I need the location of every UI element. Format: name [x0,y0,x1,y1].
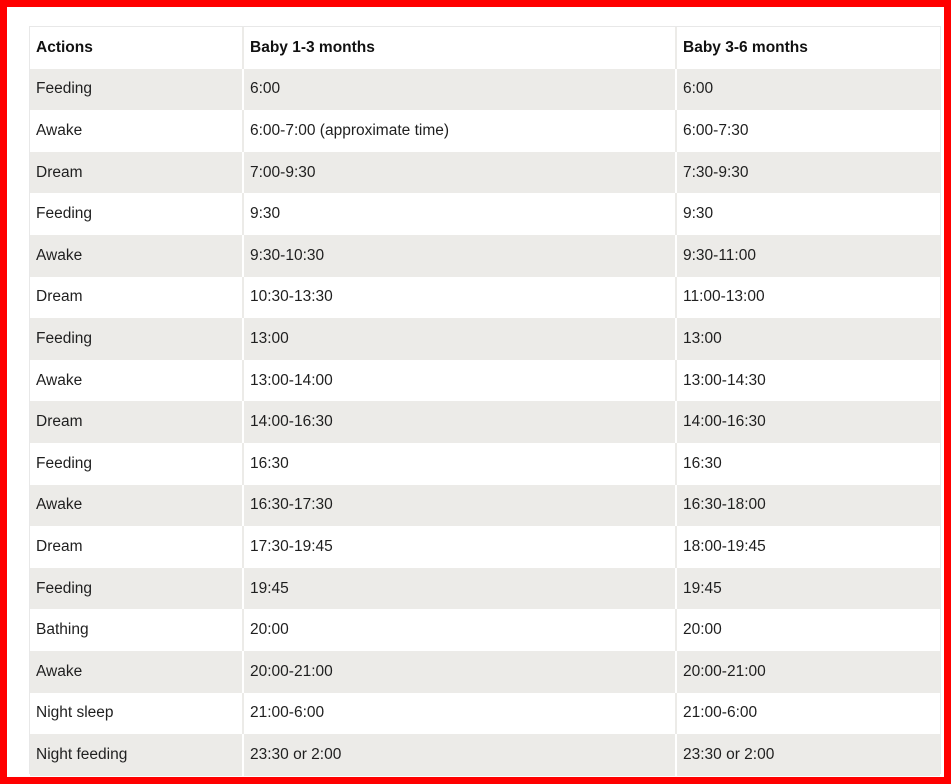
baby-3-6-months-cell: 13:00-14:30 [676,360,940,402]
baby-1-3-months-cell: 21:00-6:00 [243,693,676,735]
table-row [30,110,940,152]
table-row [30,609,940,651]
action-cell: Feeding [30,443,243,485]
baby-3-6-months-cell: 16:30-18:00 [676,485,940,527]
baby-1-3-months-cell: 20:00 [243,609,676,651]
baby-3-6-months-cell: 16:30 [676,443,940,485]
baby-1-3-months-cell: 16:30-17:30 [243,485,676,527]
action-cell: Night feeding [30,734,243,776]
action-cell: Dream [30,526,243,568]
baby-3-6-months-cell: 23:30 or 2:00 [676,734,940,776]
header-baby-1-3-months: Baby 1-3 months [243,27,676,69]
baby-schedule-table [30,27,940,776]
action-cell: Feeding [30,318,243,360]
table-row [30,693,940,735]
action-cell: Bathing [30,609,243,651]
schedule-table-container [29,26,941,774]
action-cell: Awake [30,360,243,402]
baby-3-6-months-cell: 11:00-13:00 [676,277,940,319]
baby-3-6-months-cell: 14:00-16:30 [676,401,940,443]
header-row [30,27,940,69]
baby-1-3-months-cell: 19:45 [243,568,676,610]
baby-3-6-months-cell: 9:30-11:00 [676,235,940,277]
baby-3-6-months-cell: 20:00 [676,609,940,651]
table-row [30,235,940,277]
baby-1-3-months-cell: 17:30-19:45 [243,526,676,568]
action-cell: Feeding [30,69,243,111]
baby-1-3-months-cell: 9:30 [243,193,676,235]
table-body [30,69,940,776]
table-row [30,401,940,443]
table-row [30,568,940,610]
baby-1-3-months-cell: 14:00-16:30 [243,401,676,443]
baby-1-3-months-cell: 9:30-10:30 [243,235,676,277]
action-cell: Awake [30,485,243,527]
action-cell: Awake [30,110,243,152]
header-baby-3-6-months: Baby 3-6 months [676,27,940,69]
table-row [30,360,940,402]
action-cell: Awake [30,651,243,693]
action-cell: Awake [30,235,243,277]
table-row [30,193,940,235]
action-cell: Feeding [30,568,243,610]
baby-3-6-months-cell: 21:00-6:00 [676,693,940,735]
baby-1-3-months-cell: 13:00-14:00 [243,360,676,402]
table-row [30,277,940,319]
baby-1-3-months-cell: 10:30-13:30 [243,277,676,319]
action-cell: Dream [30,401,243,443]
baby-1-3-months-cell: 7:00-9:30 [243,152,676,194]
baby-3-6-months-cell: 19:45 [676,568,940,610]
baby-1-3-months-cell: 16:30 [243,443,676,485]
action-cell: Feeding [30,193,243,235]
table-row [30,443,940,485]
baby-1-3-months-cell: 6:00 [243,69,676,111]
action-cell: Dream [30,277,243,319]
table-row [30,526,940,568]
table-row [30,734,940,776]
baby-3-6-months-cell: 6:00 [676,69,940,111]
table-row [30,152,940,194]
table-row [30,69,940,111]
action-cell: Night sleep [30,693,243,735]
baby-3-6-months-cell: 18:00-19:45 [676,526,940,568]
baby-3-6-months-cell: 13:00 [676,318,940,360]
table-row [30,651,940,693]
action-cell: Dream [30,152,243,194]
table-row [30,318,940,360]
baby-1-3-months-cell: 13:00 [243,318,676,360]
baby-3-6-months-cell: 7:30-9:30 [676,152,940,194]
baby-3-6-months-cell: 9:30 [676,193,940,235]
baby-1-3-months-cell: 20:00-21:00 [243,651,676,693]
baby-3-6-months-cell: 20:00-21:00 [676,651,940,693]
baby-1-3-months-cell: 23:30 or 2:00 [243,734,676,776]
header-actions: Actions [30,27,243,69]
table-row [30,485,940,527]
baby-3-6-months-cell: 6:00-7:30 [676,110,940,152]
baby-1-3-months-cell: 6:00-7:00 (approximate time) [243,110,676,152]
